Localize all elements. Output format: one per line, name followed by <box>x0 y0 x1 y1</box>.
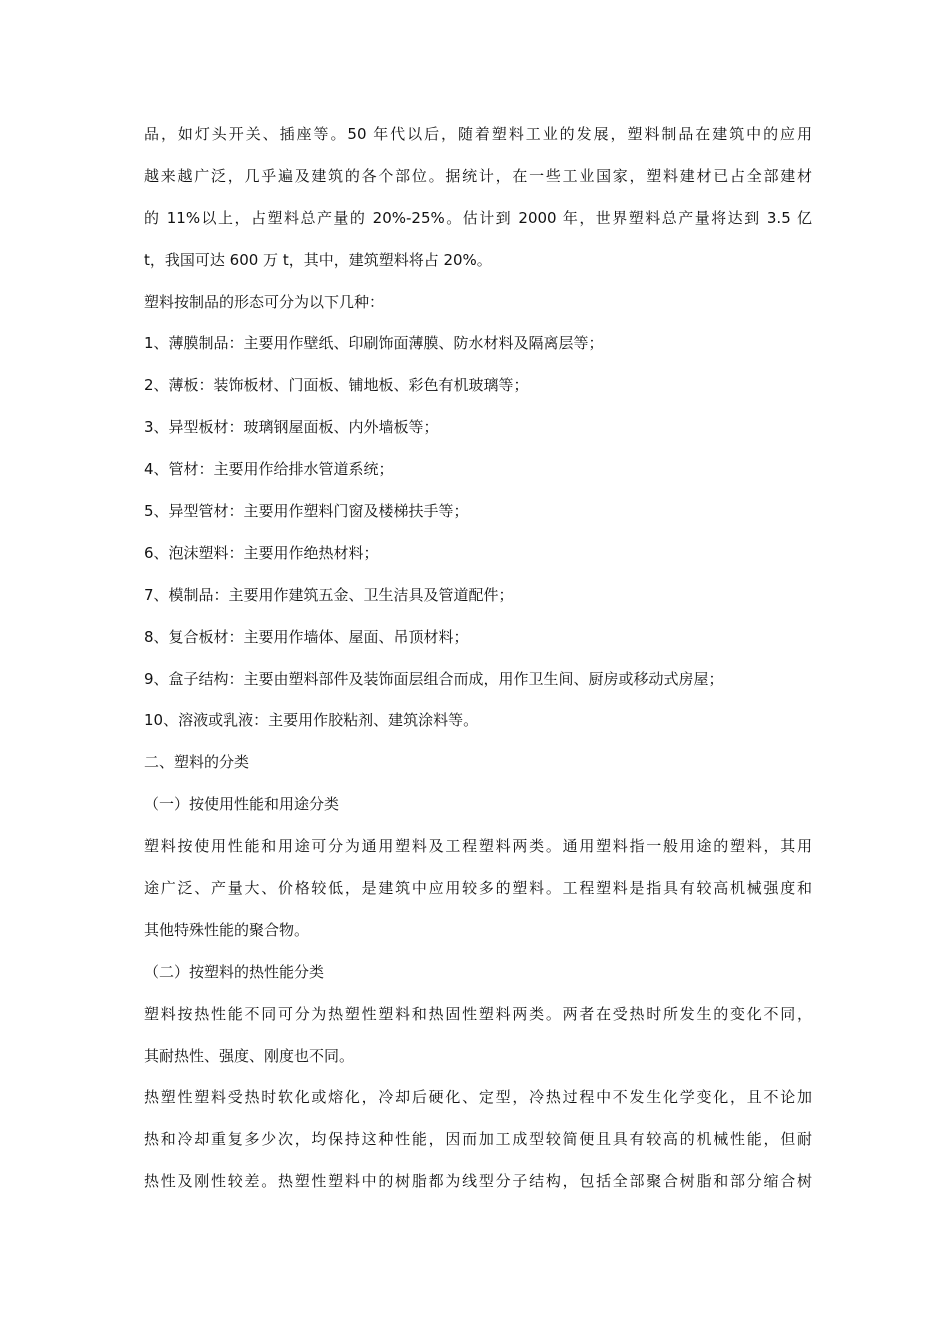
text-line: 3、异型板材：玻璃钢屋面板、内外墙板等； <box>144 418 439 437</box>
text-line: 越来越广泛，几乎遍及建筑的各个部位。据统计，在一些工业国家，塑料建材已占全部建材 <box>144 166 812 185</box>
text-line: 热性及刚性较差。热塑性塑料中的树脂都为线型分子结构，包括全部聚合树脂和部分缩合树 <box>144 1172 812 1191</box>
text-line: 途广泛、产量大、价格较低，是建筑中应用较多的塑料。工程塑料是指具有较高机械强度和 <box>144 879 812 898</box>
text-line: 其他特殊性能的聚合物。 <box>144 920 310 939</box>
text-line: 2、薄板：装饰板材、门面板、铺地板、彩色有机玻璃等； <box>144 376 529 395</box>
text-line: 其耐热性、强度、刚度也不同。 <box>144 1046 355 1065</box>
text-line: 塑料按热性能不同可分为热塑性塑料和热固性塑料两类。两者在受热时所发生的变化不同， <box>144 1004 812 1023</box>
text-line: 5、异型管材：主要用作塑料门窗及楼梯扶手等； <box>144 502 469 521</box>
text-line: 塑料按制品的形态可分为以下几种： <box>144 292 385 311</box>
text-line: 6、泡沫塑料：主要用作绝热材料； <box>144 543 379 562</box>
text-line: （一）按使用性能和用途分类 <box>144 795 340 814</box>
document-page <box>144 114 812 1203</box>
text-line: 4、管材：主要用作给排水管道系统； <box>144 460 394 479</box>
text-line: 品，如灯头开关、插座等。50 年代以后，随着塑料工业的发展，塑料制品在建筑中的应用 <box>144 125 812 143</box>
text-line: 二、塑料的分类 <box>144 753 250 772</box>
text-line: 热塑性塑料受热时软化或熔化，冷却后硬化、定型，冷热过程中不发生化学变化，且不论加 <box>144 1088 812 1107</box>
text-line: t，我国可达 600 万 t，其中，建筑塑料将占 20%。 <box>144 250 492 269</box>
text-line: 1、薄膜制品：主要用作壁纸、印刷饰面薄膜、防水材料及隔离层等； <box>144 334 604 353</box>
text-line: 10、溶液或乳液：主要用作胶粘剂、建筑涂料等。 <box>144 711 479 730</box>
text-line: 的 11%以上，占塑料总产量的 20%-25%。估计到 2000 年，世界塑料总产量将达到 3.5 亿 <box>144 208 812 227</box>
text-line: （二）按塑料的热性能分类 <box>144 962 325 981</box>
text-line: 8、复合板材：主要用作墙体、屋面、吊顶材料； <box>144 627 469 646</box>
text-line: 塑料按使用性能和用途可分为通用塑料及工程塑料两类。通用塑料指一般用途的塑料，其用 <box>144 837 812 856</box>
text-line: 9、盒子结构：主要由塑料部件及装饰面层组合而成，用作卫生间、厨房或移动式房屋； <box>144 669 724 688</box>
text-line: 7、模制品：主要用作建筑五金、卫生洁具及管道配件； <box>144 585 514 604</box>
text-line: 热和冷却重复多少次，均保持这种性能，因而加工成型较简便且具有较高的机械性能，但耐 <box>144 1130 812 1149</box>
